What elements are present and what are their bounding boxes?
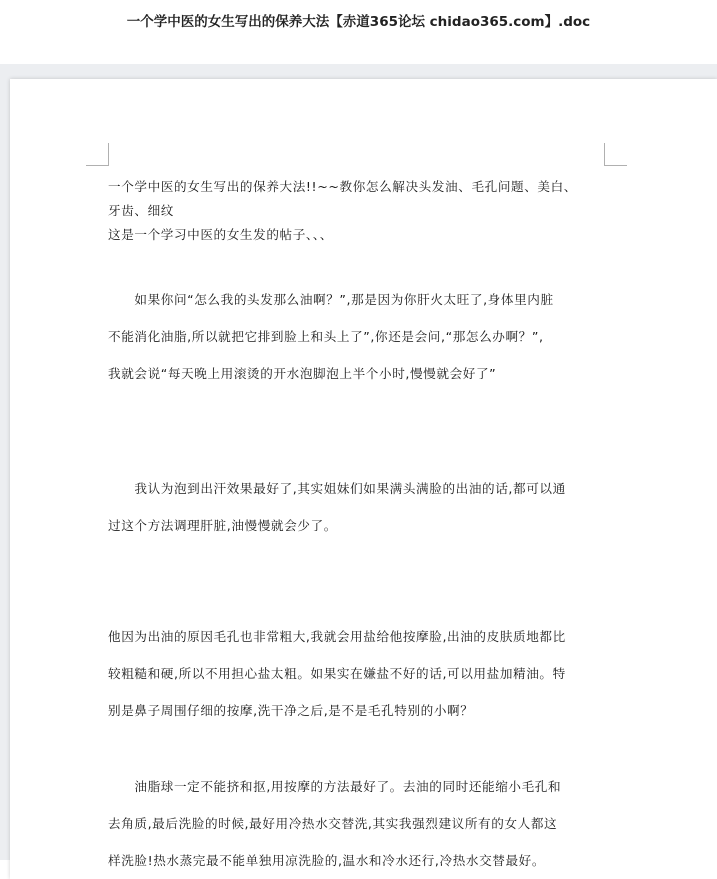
document-title: 一个学中医的女生写出的保养大法【赤道365论坛 chidao365.com】.doc [126, 14, 591, 30]
paragraph-line: 不能消化油脂,所以就把它排到脸上和头上了”,你还是会问,“那怎么办啊？”, [108, 329, 544, 344]
paragraph-line: 样洗脸!热水蒸完最不能单独用凉洗脸的,温水和冷水还行,冷热水交替最好。 [108, 853, 546, 868]
paragraph-line: 去角质,最后洗脸的时候,最好用冷热水交替洗,其实我强烈建议所有的女人都这 [108, 816, 558, 831]
paragraph-1 [108, 281, 608, 392]
paragraph-line: 过这个方法调理肝脏,油慢慢就会少了。 [108, 518, 337, 533]
heading-line: 牙齿、细纹 [108, 203, 174, 218]
heading-line: 这是一个学习中医的女生发的帖子、、、 [108, 227, 333, 242]
title-bar [0, 0, 717, 64]
margin-corner-mark-left [86, 143, 109, 166]
paragraph-line: 别是鼻子周围仔细的按摩,洗干净之后,是不是毛孔特别的小啊？ [108, 703, 474, 718]
paragraph-line: 如果你问“怎么我的头发那么油啊？”,那是因为你肝火太旺了,身体里内脏 [108, 292, 554, 307]
paragraph-line: 较粗糙和硬,所以不用担心盐太粗。如果实在嫌盐不好的话,可以用盐加精油。特 [108, 666, 566, 681]
paragraph-4 [108, 768, 608, 879]
paragraph-line: 油脂球一定不能挤和抠,用按摩的方法最好了。去油的同时还能缩小毛孔和 [108, 779, 562, 794]
margin-corner-mark-right [604, 143, 627, 166]
document-page [10, 79, 717, 879]
paragraph-line: 我认为泡到出汗效果最好了,其实姐妹们如果满头满脸的出油的话,都可以通 [108, 481, 566, 496]
paragraph-3 [108, 618, 608, 729]
paragraph-line: 我就会说“每天晚上用滚烫的开水泡脚泡上半个小时,慢慢就会好了” [108, 366, 497, 381]
document-viewer[interactable] [0, 64, 717, 868]
heading-line: 一个学中医的女生写出的保养大法!!~~教你怎么解决头发油、毛孔问题、美白、 [108, 179, 577, 194]
heading-block [108, 175, 608, 247]
paragraph-line: 他因为出油的原因毛孔也非常粗大,我就会用盐给他按摩脸,出油的皮肤质地都比 [108, 629, 566, 644]
paragraph-2 [108, 470, 608, 544]
